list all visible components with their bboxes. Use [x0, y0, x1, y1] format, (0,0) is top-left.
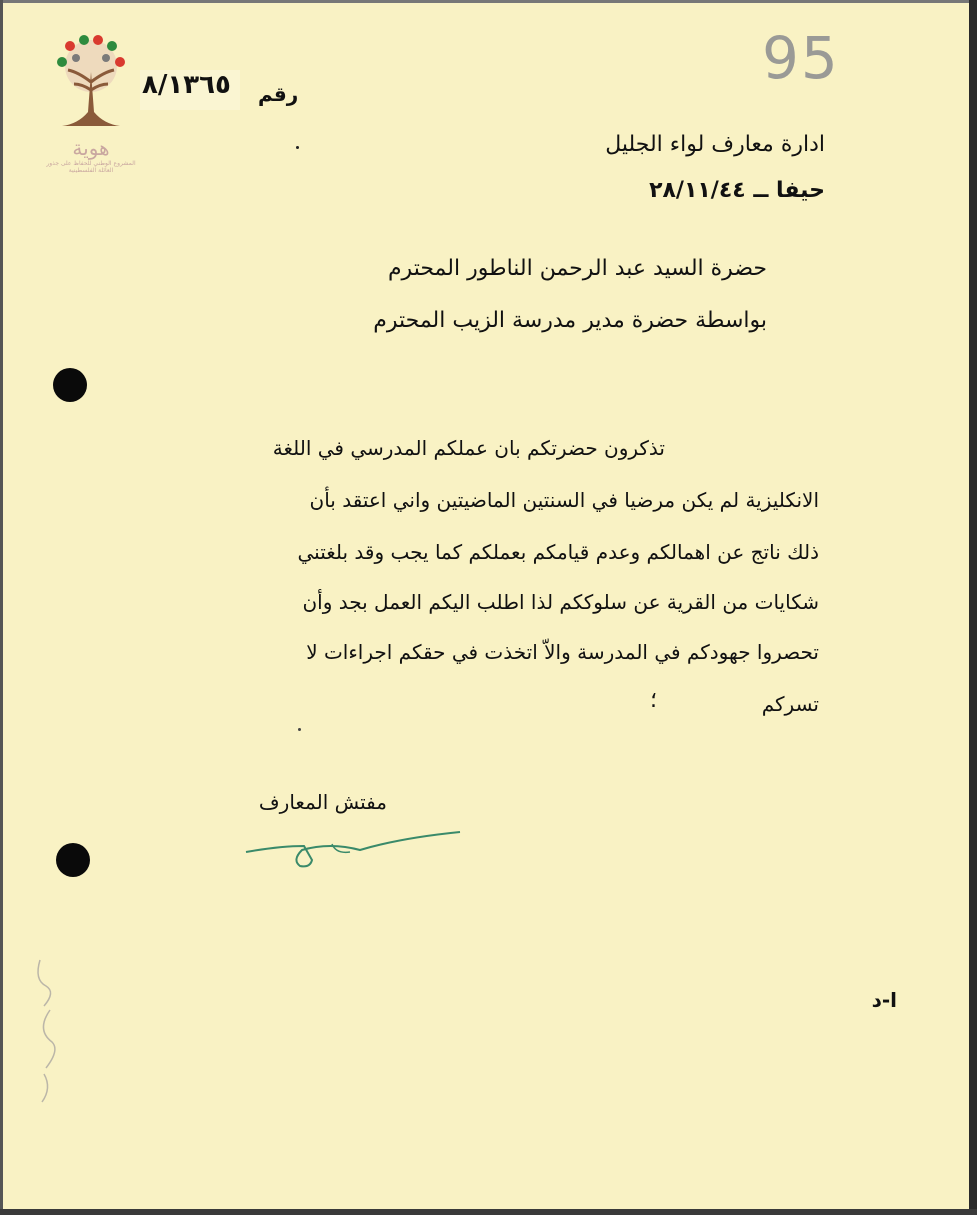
- page-number: 95: [762, 24, 840, 92]
- family-tree-icon: [48, 32, 134, 136]
- recipient-line-1: حضرة السيد عبد الرحمن الناطور المحترم: [387, 256, 767, 281]
- body-line-6: تسركم: [761, 692, 819, 716]
- closing-mark: ؛: [650, 688, 657, 713]
- punch-hole-top: [53, 368, 87, 402]
- punch-hole-bottom: [56, 843, 90, 877]
- scan-edge-right: [969, 0, 977, 1215]
- body-line-3: ذلك ناتج عن اهمالكم وعدم قيامكم بعملكم كما يجب وقد بلغتني: [297, 540, 819, 564]
- body-line-5: تحصروا جهودكم في المدرسة والاّ اتخذت في حقكم اجراءات لا: [306, 640, 819, 664]
- scan-edge-top: [0, 0, 977, 3]
- logo-title: هوية: [72, 136, 110, 160]
- sender-place-date: حيفا ــ ٢٨/١١/٤٤: [649, 178, 825, 203]
- ink-dot: [296, 146, 299, 149]
- recipient-line-2: بواسطة حضرة مدير مدرسة الزيب المحترم: [373, 308, 767, 333]
- scan-edge-bottom: [0, 1209, 977, 1215]
- reference-number: ٨/١٣٦٥: [142, 70, 231, 100]
- body-line-2: الانكليزية لم يكن مرضيا في السنتين الماضيتين واني اعتقد بأن: [309, 488, 819, 512]
- body-line-1: تذكرون حضرتكم بان عملكم المدرسي في اللغة: [272, 436, 665, 460]
- signatory-title: مفتش المعارف: [258, 790, 387, 814]
- handwritten-signature: [240, 820, 470, 880]
- sender-office: ادارة معارف لواء الجليل: [605, 132, 825, 157]
- logo-tagline: المشروع الوطني للحفاظ على جذور العائلة الفلسطينية: [46, 160, 136, 174]
- reference-label: رقم: [258, 82, 299, 106]
- archive-logo: [48, 32, 134, 192]
- body-line-4: شكايات من القرية عن سلوككم لذا اطلب اليكم العمل بجد وأن: [302, 590, 819, 614]
- footer-code: ا-د: [871, 988, 897, 1012]
- pencil-margin-notes: [26, 950, 76, 1110]
- ink-dot: [298, 728, 301, 731]
- scan-edge-left: [0, 0, 3, 1215]
